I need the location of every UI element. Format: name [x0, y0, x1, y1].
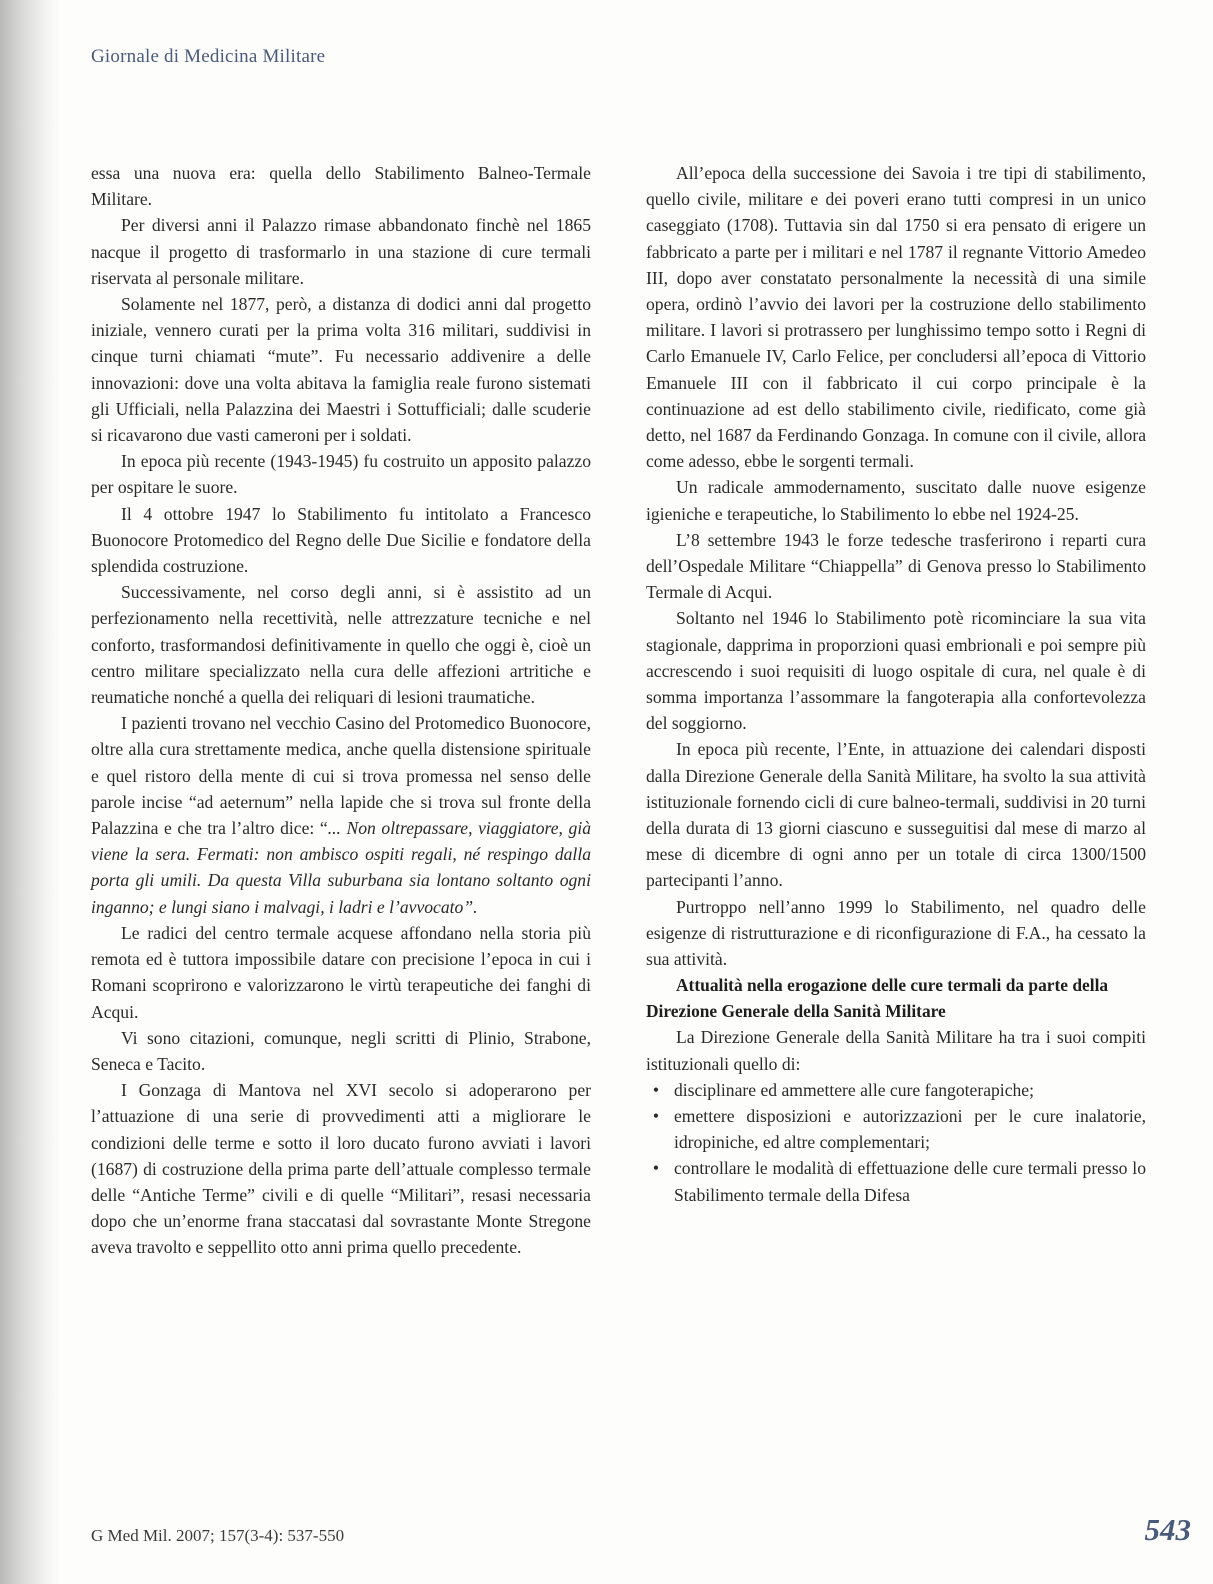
section-heading: Attualità nella erogazione delle cure termali da parte della Direzione Generale della Sanità Militare: [646, 975, 1109, 1022]
paragraph: essa una nuova era: quella dello Stabilimento Balneo-Termale Militare.: [91, 163, 591, 210]
paragraph: Per diversi anni il Palazzo rimase abbandonato finchè nel 1865 nacque il progetto di trasformarlo in una stazione di cure termali riservata al personale militare.: [91, 215, 591, 288]
list-item: [646, 1103, 1146, 1155]
duties-list: [646, 1077, 1146, 1208]
paragraph-text: I pazienti trovano nel vecchio Casino del Protomedico Buonocore, oltre alla cura strettamente medica, anche quella distensione spirituale e quel ristoro della mente di cui si trova promessa nel senso delle parole incise “ad aeternum” nella lapide che si trova sul fronte della Palazzina e che tra l’altro dice: “: [91, 713, 591, 839]
list-item-text: emettere disposizioni e autorizzazioni per le cure inalatorie, idropiniche, ed altre complementari;: [674, 1105, 1146, 1153]
right-text-column: [646, 160, 1146, 1208]
paragraph: Vi sono citazioni, comunque, negli scritti di Plinio, Strabone, Seneca e Tacito.: [91, 1027, 591, 1074]
paragraph-with-inscription: [91, 710, 591, 920]
bullet-icon: •: [652, 1079, 660, 1100]
journal-running-head: Giornale di Medicina Militare: [91, 46, 326, 67]
paragraph: Un radicale ammodernamento, suscitato dalle nuove esigenze igieniche e terapeutiche, lo Stabilimento lo ebbe nel 1924-25.: [646, 477, 1146, 524]
paragraph: In epoca più recente (1943-1945) fu costruito un apposito palazzo per ospitare le suore.: [91, 451, 591, 498]
paragraph-intro: La Direzione Generale della Sanità Militare ha tra i suoi compiti istituzionali quello di:: [646, 1027, 1146, 1074]
paragraph: Il 4 ottobre 1947 lo Stabilimento fu intitolato a Francesco Buonocore Protomedico del Regno delle Due Sicilie e fondatore della splendida costruzione.: [91, 503, 591, 577]
inscription-quote: ... Non oltrepassare, viaggiatore, già viene la sera. Fermati: non ambisco ospiti regali, né respingo dalla porta gli umili. Da questa Villa suburbana sia lontano soltanto ogni inganno; e lungi siano i malvagi, i ladri e l’avvocato: [91, 818, 592, 917]
paragraph: Soltanto nel 1946 lo Stabilimento potè ricominciare la sua vita stagionale, dapprima in proporzioni quasi embrionali e poi sempre più accrescendo i suoi requisiti di luogo ospitale di cura, nel quale è di somma importanza l’assommare la fangoterapia alla confortevolezza del soggiorno.: [646, 608, 1146, 734]
page-number: 543: [1144, 1512, 1191, 1547]
bullet-icon: •: [652, 1158, 660, 1179]
paragraph: Le radici del centro termale acquese affondano nella storia più remota ed è tuttora impossibile datare con precisione l’epoca in cui i Romani scoprirono e valorizzarono le virtù terapeutiche dei fanghi di Acqui.: [91, 922, 591, 1022]
list-item-text: disciplinare ed ammettere alle cure fangoterapiche;: [674, 1079, 1034, 1100]
paragraph: Successivamente, nel corso degli anni, si è assistito ad un perfezionamento nella recettività, nelle attrezzature tecniche e nel conforto, trasformandosi definitivamente in quello che oggi è, cioè un centro militare specializzato nella cura delle affezioni artritiche e reumatiche nonché a quella dei reliquari di lesioni traumatiche.: [91, 582, 591, 708]
left-text-column: [91, 160, 591, 1261]
list-item: [646, 1077, 1146, 1103]
paragraph: L’8 settembre 1943 le forze tedesche trasferirono i reparti cura dell’Ospedale Militare “Chiappella” di Genova presso lo Stabilimento Termale di Acqui.: [646, 529, 1146, 603]
inscription-quote-end: ”.: [463, 896, 478, 917]
footer-citation: G Med Mil. 2007; 157(3-4): 537-550: [91, 1526, 345, 1545]
paragraph: All’epoca della successione dei Savoia i tre tipi di stabilimento, quello civile, militare e dei poveri erano tutti compresi in un unico caseggiato (1708). Tuttavia sin dal 1750 si era pensato di erigere un fabbricato a parte per i militari e nel 1787 il regnante Vittorio Amedeo III, dopo aver constatato personalmente la necessità di una simile opera, ordinò l’avvio dei lavori per la costruzione dello stabilimento militare. I lavori si protrassero per lunghissimo tempo sotto i Regni di Carlo Emanuele IV, Carlo Felice, per concludersi all’epoca di Vittorio Emanuele III con il fabbricato il cui corpo principale è la continuazione ad est dello stabilimento civile, riedificato, come già detto, nel 1687 da Ferdinando Gonzaga. In comune con il civile, allora come adesso, ebbe le sorgenti termali.: [646, 163, 1146, 472]
paragraph: I Gonzaga di Mantova nel XVI secolo si adoperarono per l’attuazione di una serie di provvedimenti atti a migliorare le condizioni delle terme e sotto il loro ducato furono avviati i lavori (1687) di costruzione della prima parte dell’attuale complesso termale delle “Antiche Terme” civili e di quelle “Militari”, resasi necessaria dopo che un’enorme frana staccatasi dal sovrastante Monte Stregone aveva travolto e seppellito otto anni prima quello precedente.: [91, 1080, 591, 1258]
paragraph: Purtroppo nell’anno 1999 lo Stabilimento, nel quadro delle esigenze di ristrutturazione e di riconfigurazione di F.A., ha cessato la sua attività.: [646, 896, 1146, 970]
list-item: [646, 1155, 1146, 1207]
paragraph: In epoca più recente, l’Ente, in attuazione dei calendari disposti dalla Direzione Generale della Sanità Militare, ha svolto la sua attività istituzionale fornendo cicli di cure balneo-termali, suddivisi in 20 turni della durata di 13 giorni ciascuno e susseguitisi dal mese di marzo al mese di dicembre di ogni anno per un totale di circa 1300/1500 partecipanti l’anno.: [646, 739, 1146, 891]
page-spine-shadow: [0, 0, 60, 1584]
list-item-text: controllare le modalità di effettuazione delle cure termali presso lo Stabilimento termale della Difesa: [674, 1158, 1146, 1205]
paragraph: Solamente nel 1877, però, a distanza di dodici anni dal progetto iniziale, vennero curati per la prima volta 316 militari, suddivisi in cinque turni chiamati “mute”. Fu necessario addivenire a delle innovazioni: dove una volta abitava la famiglia reale furono sistemati gli Ufficiali, nella Palazzina dei Maestri i Sottufficiali; dalle scuderie si ricavarono due vasti cameroni per i soldati.: [91, 294, 591, 446]
bullet-icon: •: [652, 1105, 660, 1126]
